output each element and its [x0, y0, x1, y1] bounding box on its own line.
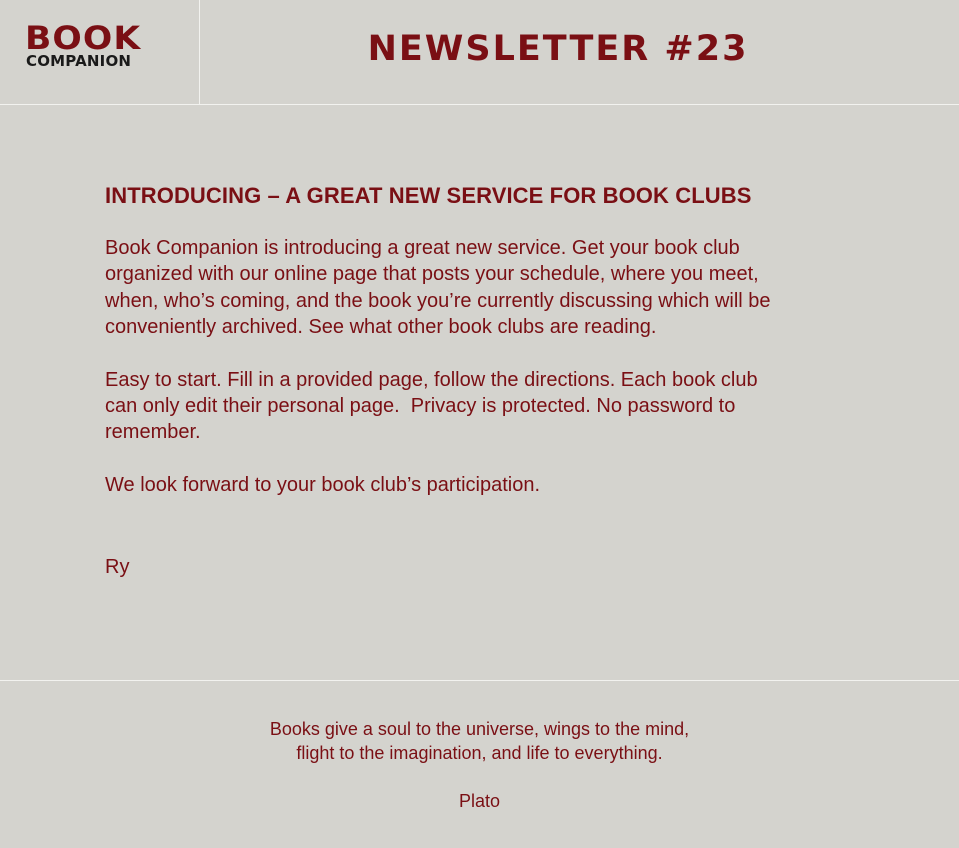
- article-paragraph-2: Easy to start. Fill in a provided page, follow the directions. Each book club can only edit their personal page. Privacy is protected. No password to remember.: [105, 368, 758, 444]
- header: [0, 0, 959, 105]
- footer-quote: [0, 717, 959, 765]
- logo[interactable]: [0, 0, 200, 104]
- quote-line-1: Books give a soul to the universe, wings to the mind,: [269, 719, 690, 739]
- signature: Ry: [105, 556, 130, 578]
- newsletter-title: NEWSLETTER #23: [367, 29, 749, 69]
- article-paragraph-3: We look forward to your book club’s participation.: [105, 474, 541, 497]
- quote-author: Plato: [458, 791, 501, 811]
- article-headline: INTRODUCING – A GREAT NEW SERVICE FOR BOOK CLUBS: [105, 183, 752, 208]
- logo-companion-text: COMPANION: [26, 52, 132, 70]
- logo-book-text: BOOK: [25, 19, 142, 57]
- quote-line-2: flight to the imagination, and life to everything.: [296, 743, 663, 763]
- footer: [0, 680, 959, 848]
- article-paragraph-1: Book Companion is introducing a great new service. Get your book club organized with our online page that posts your schedule, where you meet, when, who’s coming, and the book you’re currently discussing which will be conveniently archived. See what other book clubs are reading.: [105, 237, 771, 338]
- article: [105, 181, 865, 525]
